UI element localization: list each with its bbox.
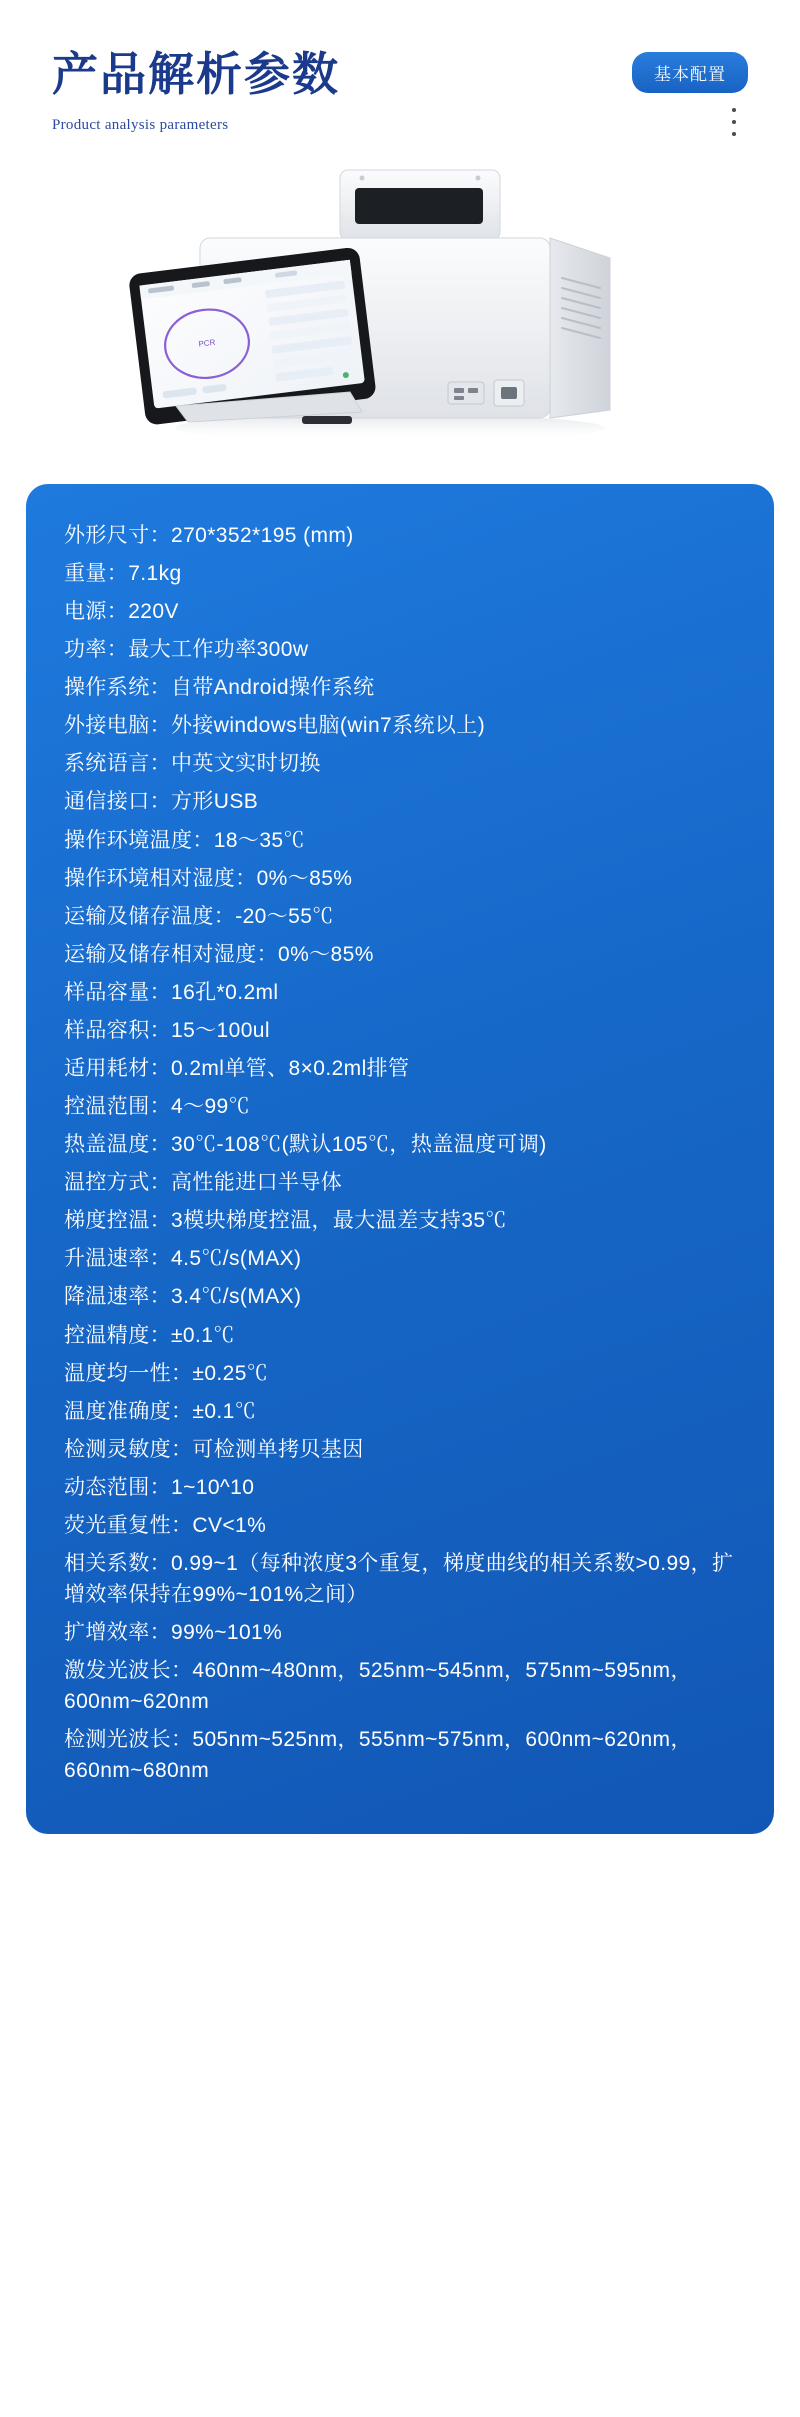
list-item: 样品容量：16孔*0.2ml <box>64 980 279 1004</box>
list-item: 样品容积：15～100ul <box>64 1018 270 1042</box>
status-badge: 基本配置 <box>632 52 748 93</box>
list-item: 适用耗材：0.2ml单管、8×0.2ml排管 <box>64 1056 410 1080</box>
specifications-list <box>64 520 740 1787</box>
list-item: 检测光波长：505nm~525nm，555nm~575nm，600nm~620nm，660nm~680nm <box>64 1728 692 1783</box>
list-item: 降温速率：3.4℃/s(MAX) <box>64 1285 302 1309</box>
list-item: 梯度控温：3模块梯度控温，最大温差支持35℃ <box>64 1209 507 1233</box>
list-item: 扩增效率：99%~101% <box>64 1621 283 1645</box>
list-item: 升温速率：4.5℃/s(MAX) <box>64 1247 302 1271</box>
list-item: 检测灵敏度：可检测单拷贝基因 <box>64 1437 364 1461</box>
page-title: 产品解析参数 <box>52 48 340 100</box>
list-item: 外形尺寸：270*352*195 (mm) <box>64 523 354 547</box>
list-item: 控温精度：±0.1℃ <box>64 1323 235 1347</box>
list-item: 温度均一性：±0.25℃ <box>64 1361 269 1385</box>
product-image <box>50 160 750 460</box>
list-item: 动态范围：1~10^10 <box>64 1475 255 1499</box>
list-item: 荧光重复性：CV<1% <box>64 1513 267 1537</box>
list-item: 操作系统：自带Android操作系统 <box>64 676 375 700</box>
list-item: 相关系数：0.99~1（每种浓度3个重复，梯度曲线的相关系数>0.99，扩增效率保持在99%~101%之间） <box>64 1552 734 1607</box>
list-item: 系统语言：中英文实时切换 <box>64 752 321 776</box>
kebab-menu-icon[interactable] <box>732 108 736 136</box>
list-item: 通信接口：方形USB <box>64 790 259 814</box>
list-item: 热盖温度：30℃-108℃(默认105℃，热盖温度可调) <box>64 1133 547 1157</box>
pcr-analyzer-illustration <box>50 160 750 460</box>
list-item: 操作环境温度：18～35℃ <box>64 828 305 852</box>
specifications-panel <box>26 484 774 1834</box>
list-item: 电源：220V <box>64 600 179 624</box>
svg-text:PCR: PCR <box>198 337 216 349</box>
list-item: 重量：7.1kg <box>64 561 182 585</box>
list-item: 运输及储存温度：-20～55℃ <box>64 904 334 928</box>
list-item: 功率：最大工作功率300w <box>64 638 309 662</box>
list-item: 运输及储存相对湿度：0%～85% <box>64 942 374 966</box>
list-item: 激发光波长：460nm~480nm，525nm~545nm，575nm~595nm，600nm~620nm <box>64 1659 692 1714</box>
list-item: 控温范围：4～99℃ <box>64 1095 251 1119</box>
list-item: 温控方式：高性能进口半导体 <box>64 1171 343 1195</box>
list-item: 外接电脑：外接windows电脑(win7系统以上) <box>64 714 486 738</box>
list-item: 操作环境相对湿度：0%～85% <box>64 866 353 890</box>
page-subtitle: Product analysis parameters <box>52 116 229 133</box>
list-item: 温度准确度：±0.1℃ <box>64 1399 257 1423</box>
page-header <box>0 0 800 134</box>
